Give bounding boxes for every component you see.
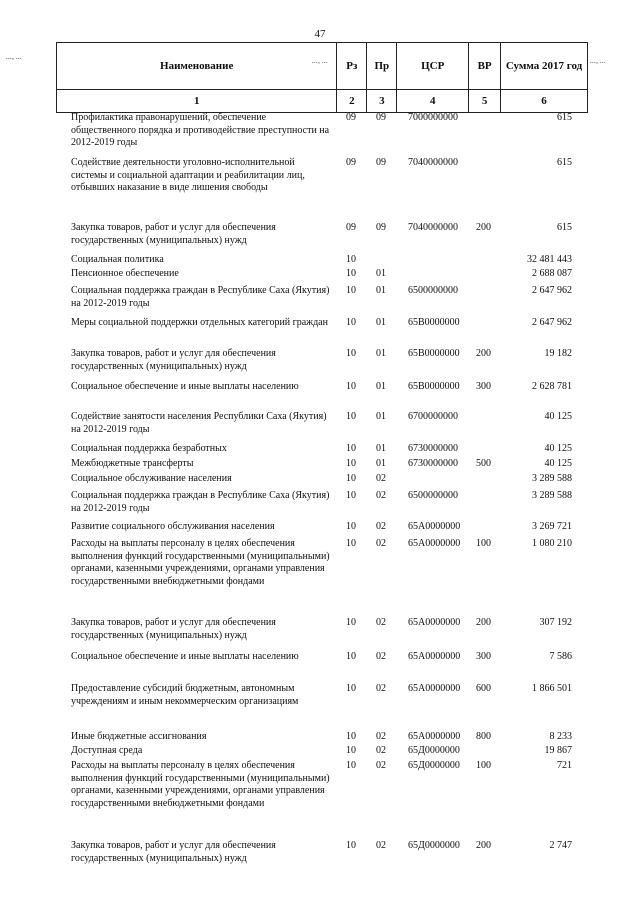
row-pr: 02	[376, 617, 386, 628]
row-rz: 10	[346, 473, 356, 484]
row-name: Социальная поддержка граждан в Республике Саха (Якутия) на 2012-2019 годы	[71, 490, 330, 514]
col-number: 1	[57, 90, 337, 113]
row-name: Межбюджетные трансферты	[71, 458, 194, 469]
row-rz: 10	[346, 348, 356, 359]
row-name: Закупка товаров, работ и услуг для обеспечения государственных (муниципальных) нужд	[71, 348, 276, 372]
row-sum: 615	[557, 157, 572, 168]
row-csr: 6500000000	[408, 490, 458, 501]
row-csr: 65А0000000	[408, 731, 461, 742]
row-rz: 10	[346, 490, 356, 501]
row-name: Развитие социального обслуживания населения	[71, 521, 275, 532]
row-pr: 01	[376, 411, 386, 422]
row-rz: 10	[346, 745, 356, 756]
row-sum: 2 647 962	[532, 285, 572, 296]
row-name: Содействие деятельности уголовно-исполнительной системы и социальной адаптации и реабилитации лиц, отбывших наказание в виде лишения свободы	[71, 157, 305, 193]
row-rz: 09	[346, 157, 356, 168]
row-name: Меры социальной поддержки отдельных категорий граждан	[71, 317, 328, 328]
row-sum: 615	[557, 112, 572, 123]
col-header-rz: Рз	[337, 43, 367, 90]
row-pr: 01	[376, 348, 386, 359]
col-header-name: Наименование	[57, 43, 337, 90]
row-name: Пенсионное обеспечение	[71, 268, 179, 279]
row-csr: 65Д0000000	[408, 760, 460, 771]
row-pr: 01	[376, 317, 386, 328]
row-pr: 02	[376, 490, 386, 501]
row-rz: 10	[346, 760, 356, 771]
col-header-sum: Сумма 2017 год	[501, 43, 588, 90]
row-name: Расходы на выплаты персоналу в целях обеспечения выполнения функций государственными (муниципальными) органами, казенными учреждениями, органами управления государственными внебюджетными фондами	[71, 760, 330, 809]
row-name: Социальная политика	[71, 254, 164, 265]
row-pr: 09	[376, 112, 386, 123]
row-sum: 3 269 721	[532, 521, 572, 532]
row-vr: 300	[476, 651, 491, 662]
row-vr: 800	[476, 731, 491, 742]
row-sum: 721	[557, 760, 572, 771]
row-rz: 10	[346, 411, 356, 422]
row-rz: 10	[346, 538, 356, 549]
row-sum: 8 233	[549, 731, 572, 742]
row-pr: 02	[376, 521, 386, 532]
row-rz: 10	[346, 443, 356, 454]
row-rz: 10	[346, 317, 356, 328]
row-name: Социальное обеспечение и иные выплаты населению	[71, 381, 299, 392]
col-number: 6	[501, 90, 588, 113]
row-name: Доступная среда	[71, 745, 143, 756]
row-sum: 40 125	[544, 443, 572, 454]
col-number: 2	[337, 90, 367, 113]
row-name: Социальное обслуживание населения	[71, 473, 232, 484]
row-csr: 6700000000	[408, 411, 458, 422]
row-pr: 09	[376, 222, 386, 233]
row-csr: 65А0000000	[408, 651, 461, 662]
row-sum: 2 747	[549, 840, 572, 851]
row-vr: 200	[476, 222, 491, 233]
row-csr: 65А0000000	[408, 538, 461, 549]
row-name: Иные бюджетные ассигнования	[71, 731, 207, 742]
row-vr: 600	[476, 683, 491, 694]
row-rz: 10	[346, 731, 356, 742]
row-vr: 200	[476, 348, 491, 359]
row-vr: 200	[476, 840, 491, 851]
row-csr: 65А0000000	[408, 683, 461, 694]
row-csr: 65А0000000	[408, 617, 461, 628]
row-pr: 01	[376, 381, 386, 392]
row-pr: 02	[376, 473, 386, 484]
row-sum: 3 289 588	[532, 490, 572, 501]
row-pr: 02	[376, 731, 386, 742]
row-name: Предоставление субсидий бюджетным, автономным учреждениям и иным некоммерческим организациям	[71, 683, 299, 707]
col-header-pr: Пр	[367, 43, 397, 90]
row-rz: 10	[346, 381, 356, 392]
row-csr: 65Д0000000	[408, 840, 460, 851]
row-vr: 200	[476, 617, 491, 628]
row-sum: 2 647 962	[532, 317, 572, 328]
row-pr: 02	[376, 745, 386, 756]
row-rz: 09	[346, 222, 356, 233]
col-number: 5	[469, 90, 501, 113]
row-rz: 09	[346, 112, 356, 123]
row-csr: 7040000000	[408, 157, 458, 168]
row-rz: 10	[346, 285, 356, 296]
margin-note-left: ..., ...	[6, 52, 22, 61]
row-pr: 02	[376, 760, 386, 771]
row-pr: 02	[376, 538, 386, 549]
row-sum: 1 080 210	[532, 538, 572, 549]
row-sum: 615	[557, 222, 572, 233]
row-name: Расходы на выплаты персоналу в целях обеспечения выполнения функций государственными (муниципальными) органами, казенными учреждениями, органами управления государственными внебюджетными фондами	[71, 538, 330, 587]
row-rz: 10	[346, 254, 356, 265]
row-csr: 65В0000000	[408, 348, 460, 359]
row-csr: 7000000000	[408, 112, 458, 123]
row-rz: 10	[346, 521, 356, 532]
row-name: Профилактика правонарушений, обеспечение общественного порядка и противодействие преступности на 2012-2019 годы	[71, 112, 330, 148]
row-pr: 01	[376, 443, 386, 454]
row-pr: 02	[376, 840, 386, 851]
row-sum: 19 182	[544, 348, 572, 359]
row-sum: 7 586	[549, 651, 572, 662]
row-csr: 65А0000000	[408, 521, 461, 532]
margin-note-mid: ..., ...	[312, 56, 328, 65]
row-pr: 02	[376, 651, 386, 662]
row-name: Социальная поддержка граждан в Республике Саха (Якутия) на 2012-2019 годы	[71, 285, 330, 309]
row-sum: 32 481 443	[527, 254, 572, 265]
row-csr: 65В0000000	[408, 317, 460, 328]
row-name: Закупка товаров, работ и услуг для обеспечения государственных (муниципальных) нужд	[71, 840, 276, 864]
row-vr: 300	[476, 381, 491, 392]
row-sum: 2 628 781	[532, 381, 572, 392]
row-name: Социальная поддержка безработных	[71, 443, 227, 454]
col-header-csr: ЦСР	[397, 43, 469, 90]
row-pr: 09	[376, 157, 386, 168]
col-header-vr: ВР	[469, 43, 501, 90]
row-rz: 10	[346, 617, 356, 628]
row-rz: 10	[346, 458, 356, 469]
row-name: Закупка товаров, работ и услуг для обеспечения государственных (муниципальных) нужд	[71, 617, 276, 641]
row-vr: 100	[476, 538, 491, 549]
row-vr: 100	[476, 760, 491, 771]
row-rz: 10	[346, 683, 356, 694]
row-sum: 3 289 588	[532, 473, 572, 484]
row-sum: 40 125	[544, 458, 572, 469]
row-name: Закупка товаров, работ и услуг для обеспечения государственных (муниципальных) нужд	[71, 222, 276, 246]
row-csr: 6500000000	[408, 285, 458, 296]
row-name: Содействие занятости населения Республики Саха (Якутия) на 2012-2019 годы	[71, 411, 327, 435]
row-sum: 19 867	[544, 745, 572, 756]
row-rz: 10	[346, 268, 356, 279]
row-name: Социальное обеспечение и иные выплаты населению	[71, 651, 299, 662]
row-sum: 1 866 501	[532, 683, 572, 694]
row-rz: 10	[346, 651, 356, 662]
col-number: 4	[397, 90, 469, 113]
row-sum: 307 192	[539, 617, 572, 628]
row-pr: 01	[376, 458, 386, 469]
row-csr: 65В0000000	[408, 381, 460, 392]
row-pr: 02	[376, 683, 386, 694]
page-number: 47	[314, 28, 326, 40]
margin-note-right: ..., ...	[590, 56, 606, 65]
row-pr: 01	[376, 285, 386, 296]
row-vr: 500	[476, 458, 491, 469]
row-sum: 2 688 087	[532, 268, 572, 279]
row-csr: 65Д0000000	[408, 745, 460, 756]
row-pr: 01	[376, 268, 386, 279]
row-csr: 7040000000	[408, 222, 458, 233]
row-csr: 6730000000	[408, 443, 458, 454]
row-sum: 40 125	[544, 411, 572, 422]
row-csr: 6730000000	[408, 458, 458, 469]
row-rz: 10	[346, 840, 356, 851]
col-number: 3	[367, 90, 397, 113]
